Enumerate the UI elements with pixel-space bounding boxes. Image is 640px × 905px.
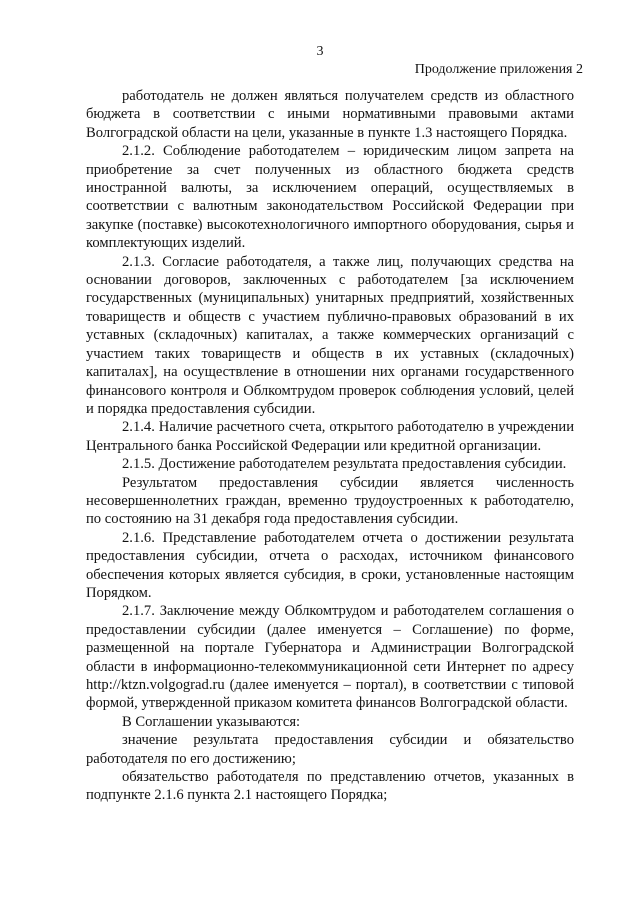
paragraph-2-1-3: 2.1.3. Согласие работодателя, а также лиц, получающих средства на основании договоров, заключенных с работодателем [за исключением государственных (муниципальных) унитарных предприятий, хозяйственных товариществ и обществ с участием публично-правовых образований в их уставных (складочных) капиталах, а также коммерческих организаций с участием таких товариществ и обществ в их уставных (складочных) капиталах], на осуществление в отношении них органами государственного финансового контроля и Облкомтрудом проверок соблюдения условий, целей и порядка предоставления субсидии. — [86, 253, 574, 417]
paragraph-2-1-6: 2.1.6. Представление работодателем отчета о достижении результата предоставления субсидии, отчета о расходах, источником финансового обеспечения которых является субсидия, в сроки, установленные настоящим Порядком. — [86, 529, 574, 601]
paragraph-2-1-5: 2.1.5. Достижение работодателем результата предоставления субсидии. — [122, 456, 567, 473]
paragraph-2-1-7: 2.1.7. Заключение между Облкомтрудом и работодателем соглашения о предоставлении субсидии (далее именуется – Соглашение) по форме, размещенной на портале Губернатора и Администрации Волгоградской области в информационно-телекоммуникационной сети Интернет по адресу http://ktzn.volgograd.ru (далее именуется – портал), в соответствии с типовой формой, утвержденной приказом комитета финансов Волгоградской области. — [86, 603, 574, 712]
paragraph-continuation: работодатель не должен являться получателем средств из областного бюджета в соответствии с иными нормативными правовыми актами Волгоградской области на цели, указанные в пункте 1.3 настоящего Порядка. — [86, 88, 574, 141]
body-text — [86, 87, 574, 805]
page-number: 3 — [316, 44, 324, 59]
paragraph-result-definition: Результатом предоставления субсидии является численность несовершеннолетних граждан, временно трудоустроенных к работодателю, по состоянию на 31 декабря года предоставления субсидии. — [86, 474, 574, 528]
paragraph-2-1-4: 2.1.4. Наличие расчетного счета, открытого работодателю в учреждении Центрального банка Российской Федерации или кредитной организации. — [86, 419, 574, 454]
paragraph-agreement-contents: В Соглашении указываются: — [122, 713, 301, 730]
paragraph-reporting-obligation: обязательство работодателя по представлению отчетов, указанных в подпункте 2.1.6 пункта 2.1 настоящего Порядка; — [86, 769, 574, 804]
paragraph-2-1-2: 2.1.2. Соблюдение работодателем – юридическим лицом запрета на приобретение за счет полученных из областного бюджета средств иностранной валюты, за исключением операций, осуществляемых в соответствии с валютным законодательством Российской Федерации при закупке (поставке) высокотехнологичного импортного оборудования, сырья и комплектующих изделий. — [86, 143, 574, 252]
paragraph-result-obligation: значение результата предоставления субсидии и обязательство работодателя по его достижению; — [86, 732, 574, 767]
running-header: Продолжение приложения 2 — [414, 62, 583, 77]
